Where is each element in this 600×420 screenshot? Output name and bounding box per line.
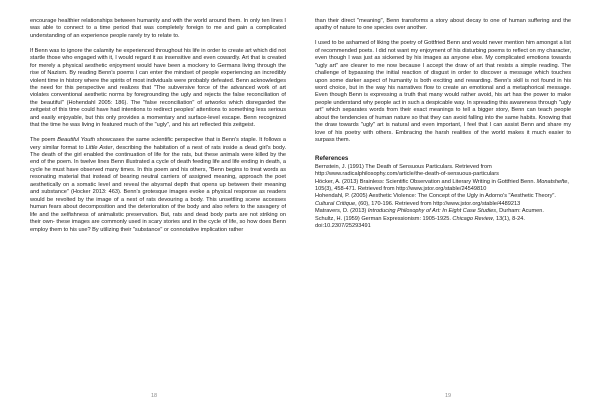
reference-title: Monatshefte — [536, 178, 568, 185]
left-page — [30, 18, 286, 406]
poem-title-little-aster: Little Aster — [85, 144, 113, 151]
page-number-right: 19 — [444, 393, 452, 399]
reference-title: Introducing Philosophy of Art: In Eight Case Studies — [367, 208, 497, 215]
reference-text: Schultz, H. (1959) German Expressionism: 1905-1925. — [315, 215, 453, 222]
right-paragraph-1: than their direct "meaning", Benn transforms a story about decay to one of human suffering and the apathy of nature to one species over another. — [315, 18, 571, 32]
references-list — [315, 164, 571, 231]
reference-title: Cultural Critique — [315, 200, 356, 207]
reference-text: , Durham: Acumen. — [496, 208, 544, 215]
reference-text: , 105(3), 458-471. Retrieved from http://www.jstor.org/stable/24549810 — [315, 178, 569, 192]
paragraph-text: The poem — [30, 137, 58, 144]
left-paragraph-1: encourage healthier relationships between humanity and with the world around them. In only ten lines I was able to connect to a time period that was completely foreign to me and gain a complicated understanding of an experience people rarely try to relate to. — [30, 18, 286, 39]
page-number-left: 18 — [150, 393, 158, 399]
reference-text: , 13(1), 8-24. doi:10.2307/25293491 — [315, 215, 525, 230]
reference-entry — [315, 193, 571, 208]
reference-entry — [315, 208, 571, 215]
paragraph-text: showcases the same scientific perspective that is Benn's staple. It follows a very similar format to — [30, 137, 286, 151]
paragraph-text: , describing the habitation of a nest of rats inside a dead girl's body. The death of the girl enabled the continuation of life for the rats, but these animals were killed by the end of the poem. In twelve lines Benn illustrated a cycle of death feeding life and life ending in death, a cycle he must have observed many times. In this poem and his others, "Benn begins to treat words as resonating material that instead of bearing neutral carriers of assigned meaning, approach the poet aesthetically on a somatic level and reveal the abysmal depth that opens up between their meaning and substance" (Hocker 2013: 463). Benn's grotesque images evoke a physical response as readers would be revolted by the image of a nest of rats devouring a body. This unsettling scene accesses human fears about decomposition and the deterioration of the body and also refers to the savagery of life and the selfishness of animalistic preservation. But, rats and dead body parts are not striking on their own- these images are commonly used in scary stories and in the cycle of life, so how does Benn employ them to his use? By utilizing their "substance" or connotative implication rather — [30, 144, 286, 233]
left-paragraph-2: If Benn was to ignore the calamity he experienced throughout his life in order to create art which did not startle those who engaged with it, I would regard it as insensitive and even cowardly. Art that is created for merely a physical aesthetic enjoyment would have been a mockery to Germans living through the rise of Nazism. By reading Benn's poems I can enter the mindset of people experiencing an incredibly violent time in history where the spirits of most individuals were probably defeated. Benn acknowledges the need for this perspective and realizes that "The subversive force of the advanced work of art violates conventional aesthetic norms by foregrounding the ugly and rejects the false reconciliation of the beautiful" (Hohendahl 2005: 186). The "false reconciliation" of artworks which disregarded the zeitgeist of this time could have had intentions to redirect peoples' attentions to something less serious and easily enjoyable, but this only provides a momentary and surface-level escape. Benn recognized that the time he was living in featured much of the "ugly", and his art reflected this zeitgeist. — [30, 47, 286, 129]
reference-title: Chicago Review — [452, 215, 493, 222]
reference-text: , (60), 170-196. Retrieved from http://www.jstor.org/stable/4489213 — [355, 200, 521, 207]
poem-title-beautiful-youth: Beautiful Youth — [57, 137, 96, 144]
reference-text: Matravers, D. (2013) — [315, 208, 368, 215]
right-paragraph-2: I used to be ashamed of liking the poetry of Gottfried Benn and would never mention him amongst a list of recommended poets. I did not want my enjoyment of his disturbing poems to reflect on my character, even though I was just as sickened by his images as anyone else. My complicated emotions towards "ugly art" are clearer to me now because I accept the draw of art that resists a simple reading. The challenge of bypassing the initial reaction of disgust in order to discover a message which touches upon some darker aspect of humanity is both exciting and rewarding. Benn's skill is not found in his word choice, but in the way his narratives flow to create an emotional and a metaphorical message. Even though Benn is expressing a truth that many would rather avoid, his art has the power to make people understand why people act in such a despicable way. In spreading this awareness through "ugly art" which separates words from their exact meanings to tell a bigger story, Benn can teach people about the tendencies of human nature so that they can avoid falling into the same habits. Knowing that the draw towards "ugly" art is natural and even important, I feel that I can assist Benn and share my love of his poetry with others. Embracing the harsh realities of the world makes it much easier to surpass them. — [315, 40, 571, 144]
reference-entry — [315, 179, 571, 194]
right-page — [315, 18, 571, 406]
reference-text: Hohendahl, P. (2005) Aesthetic Violence: The Concept of the Ugly in Adorno's "Aesthetic Theory". — [315, 193, 556, 200]
left-paragraph-3 — [30, 137, 286, 234]
references-heading: References — [315, 154, 349, 162]
reference-text: Höcker, A. (2013) Brainless: Scientific Observation and Literary Writing in Gottfried Benn. — [315, 178, 537, 185]
reference-entry — [315, 164, 571, 179]
reference-entry — [315, 216, 571, 231]
reference-text: Bernstein, J. (1991) The Death of Sensuous Particulars. Retrieved from http://www.radicalphilosophy.com/article/the-death-of-sensuous-particulars — [315, 163, 499, 178]
